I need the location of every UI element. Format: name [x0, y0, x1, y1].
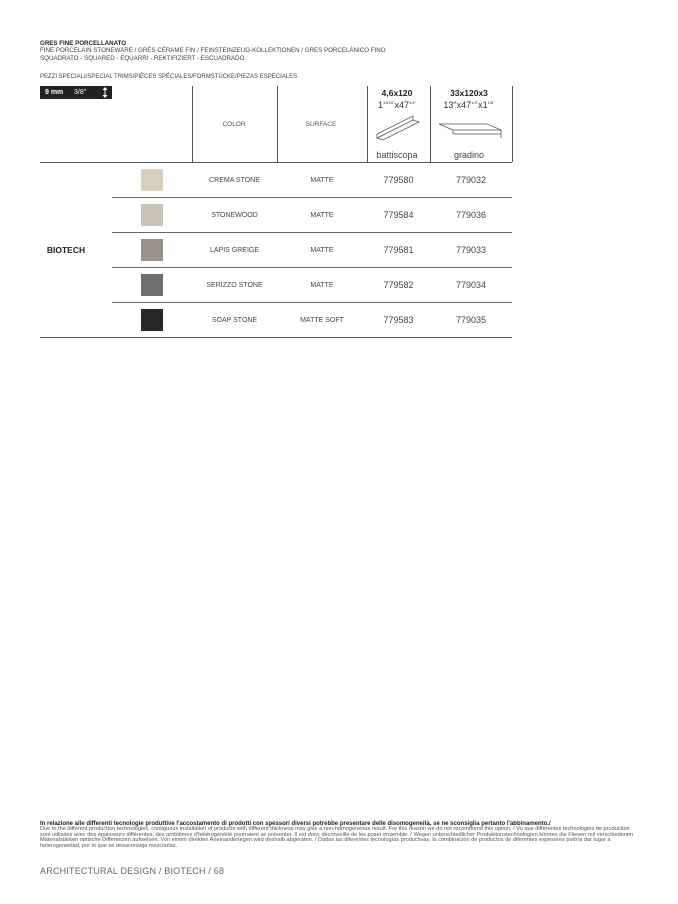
surface: MATTE SOFT — [300, 317, 344, 324]
color-swatch — [141, 169, 163, 191]
size-mm: 4,6x120 — [381, 88, 413, 98]
color-column-header: COLOR — [222, 121, 246, 128]
code-gradino: 779034 — [455, 280, 487, 290]
surface: MATTE — [310, 282, 334, 289]
thickness-mm: 9 mm — [45, 89, 64, 96]
color-swatch — [141, 239, 163, 261]
color-name: SERIZZO STONE — [206, 282, 263, 289]
disclaimer — [40, 822, 638, 849]
page-header — [40, 40, 386, 62]
surface: MATTE — [310, 247, 334, 254]
grid-vline — [277, 86, 278, 162]
color-name: LAPIS GREIGE — [209, 247, 260, 254]
color-name: CREMA STONE — [209, 177, 260, 184]
size-mm: 33x120x3 — [450, 88, 488, 98]
code-battiscopa: 779580 — [383, 175, 414, 185]
surface: MATTE — [310, 212, 334, 219]
table-bottom-line — [40, 337, 512, 338]
code-gradino: 779035 — [455, 315, 487, 325]
size-inch: $13"x47^{1/4"}x1^{1/8"}$ — [443, 100, 495, 110]
color-swatch — [141, 274, 163, 296]
table-row — [112, 303, 512, 338]
code-battiscopa: 779584 — [383, 210, 414, 220]
series-label: BIOTECH — [46, 245, 86, 255]
size-label: battiscopa — [376, 150, 418, 160]
header-subtitle: FINE PORCELAIN STONEWARE / GRÈS CÉRAME FIN / FEINSTEINZEUG-KOLLEKTIONEN / GRES PORCELÁNICO FINO — [40, 47, 386, 55]
code-battiscopa: 779581 — [383, 245, 414, 255]
code-battiscopa: 779583 — [383, 315, 414, 325]
surface-column-header: SURFACE — [305, 121, 337, 128]
surface: MATTE — [310, 177, 334, 184]
size-header-gradino — [433, 88, 505, 162]
code-gradino: 779032 — [455, 175, 487, 185]
table-row — [112, 198, 512, 233]
color-name: STONEWOOD — [211, 212, 258, 219]
disclaimer-text: Due to the different production technologies, contiguous installation of products with different thickness may give a non-homogeneous result. For this reason we do not recommend this option. / Vu que différentes technologies de production sont utilisées avec des épaisseurs différentes, des problèmes d'hétérogénéité pourraient se présenter. Il est donc déconseillé de les poser ensemble. / Wegen unterschiedlicher Produktionstechnologien können die Fliesen mit verschiedenen Materialstärken optische Differenzen aufweisen. Von einem direkten Aneinanderlegen wird deshalb abgeraten. / Dadas las diferentes tecnologías productivas, la combinación de productos de diferentes espesores podría dar lugar a heterogeneidad, por lo que se desaconseja mezclarlas. — [40, 826, 634, 849]
size-inch: $1^{13/16"}x47^{1/4"}$ — [378, 100, 416, 110]
color-swatch — [141, 309, 163, 331]
color-name: SOAP STONE — [211, 317, 258, 324]
header-squared: SQUADRATO - SQUARED - EQUARRI - REKTIFIZIERT - ESCUADRADO — [40, 54, 245, 62]
size-header-battiscopa — [361, 88, 433, 162]
thickness-badge — [40, 86, 112, 99]
thickness-inch: 3/8" — [74, 89, 87, 96]
disclaimer-bold: In relazione alle differenti tecnologie produttive l'accostamento di prodotti con spessori diversi potrebbe presentare delle disomogeneità, se ne sconsiglia pertanto l'abbinamento./ — [40, 821, 551, 827]
header-title: GRES FINE PORCELLANATO — [40, 40, 127, 47]
table-row — [112, 268, 512, 303]
code-gradino: 779033 — [455, 245, 487, 255]
skirting-profile-icon — [373, 112, 423, 142]
grid-vline — [512, 86, 513, 162]
code-gradino: 779036 — [455, 210, 487, 220]
thickness-arrow-icon — [102, 87, 108, 98]
size-label: gradino — [453, 150, 485, 160]
color-swatch — [141, 204, 163, 226]
code-battiscopa: 779582 — [383, 280, 414, 290]
special-trims-label: PEZZI SPECIALI/SPECIAL TRIMS/PIÈCES SPÉCIALES/FORMSTÜCKE/PIEZAS ESPECIALES — [40, 74, 298, 80]
table-row — [112, 163, 512, 198]
step-tread-profile-icon — [435, 118, 505, 140]
table-row — [112, 233, 512, 268]
page-footer: ARCHITECTURAL DESIGN / BIOTECH / 68 — [40, 866, 225, 876]
